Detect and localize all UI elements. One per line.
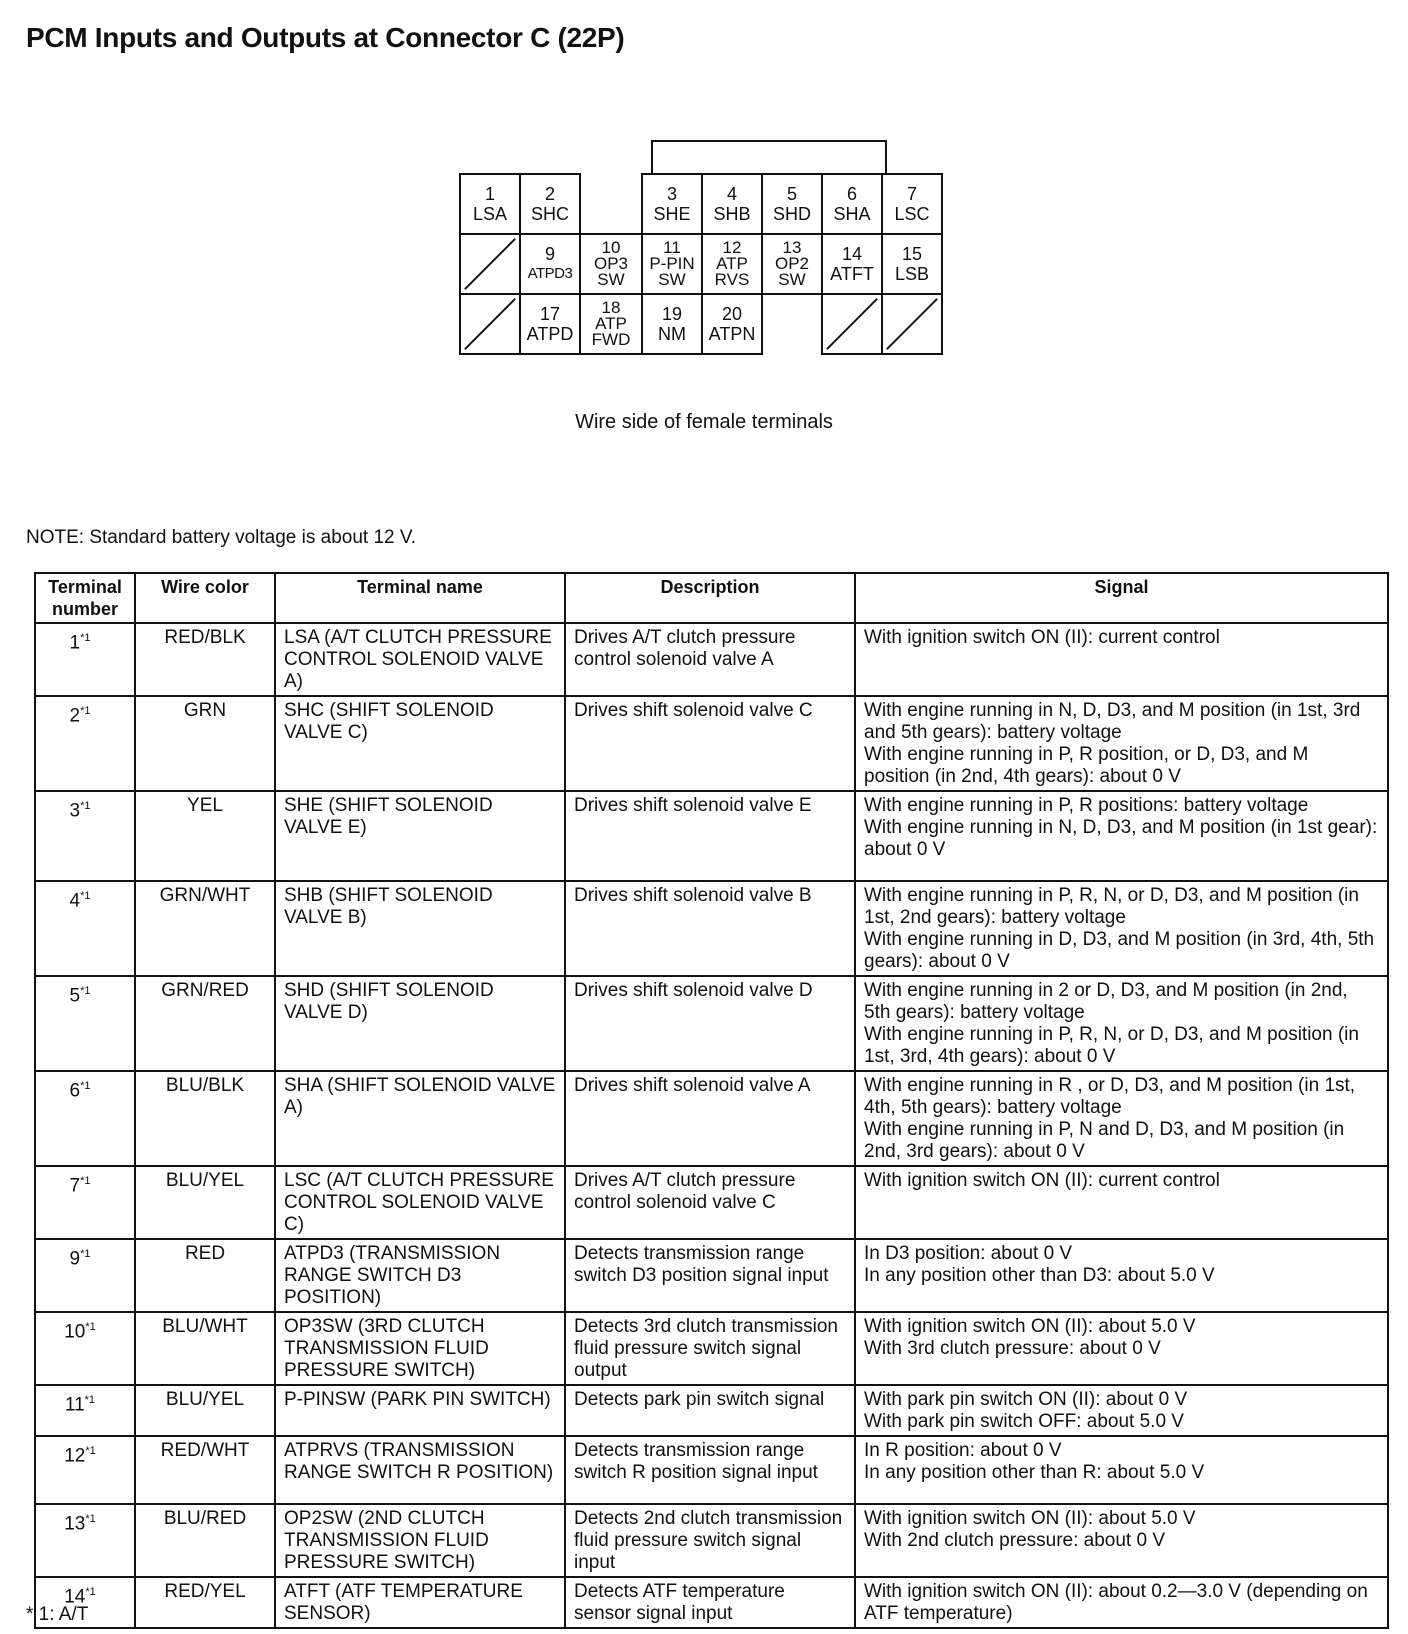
connector-lock-tab [651,140,887,175]
description-cell: Detects transmission range switch R position signal input [565,1436,855,1504]
battery-note: NOTE: Standard battery voltage is about 12 V. [26,527,417,548]
terminal-number-cell [35,791,135,881]
footnote-mark: *1 [80,800,91,812]
terminal-label: ATP RVS [714,254,750,289]
terminal-2 [519,173,581,235]
footnote-mark: *1 [80,1175,91,1187]
terminal-number-cell [35,976,135,1071]
terminal-label: LSC [894,204,930,224]
footnote-mark: *1 [80,890,91,902]
description-cell: Drives A/T clutch pressure control solenoid valve C [565,1166,855,1239]
terminal-8-unused [459,233,521,295]
table-row [35,623,1388,696]
description-cell: Detects 2nd clutch transmission fluid pressure switch signal input [565,1504,855,1577]
footnote-mark: *1 [80,1080,91,1092]
table-row [35,881,1388,976]
terminal-number: 17 [539,304,561,324]
wire-color-cell: BLU/WHT [135,1312,275,1385]
terminal-number: 15 [901,244,923,264]
table-row [35,1504,1388,1577]
wire-color-cell: RED [135,1239,275,1312]
terminal-label: P-PIN SW [649,254,695,289]
terminal-name-cell: LSA (A/T CLUTCH PRESSURE CONTROL SOLENOID VALVE A) [275,623,565,696]
terminal-label: SHD [772,204,811,224]
terminal-7 [881,173,943,235]
terminal-table [34,572,1389,1629]
table-header-row [35,573,1388,623]
terminal-number-cell [35,1312,135,1385]
terminal-name-cell: SHB (SHIFT SOLENOID VALVE B) [275,881,565,976]
terminal-number: 1 [484,184,495,204]
terminal-number: 6 [69,1080,81,1102]
terminal-name-cell: SHE (SHIFT SOLENOID VALVE E) [275,791,565,881]
table-row [35,1239,1388,1312]
terminal-5 [761,173,823,235]
terminal-name-cell: ATFT (ATF TEMPERATURE SENSOR) [275,1577,565,1628]
terminal-4 [701,173,763,235]
description-cell: Drives shift solenoid valve C [565,696,855,791]
terminal-number: 14 [64,1586,86,1608]
unused-slash-icon [461,295,519,353]
terminal-label: ATPD [526,324,574,344]
footnote-mark: *1 [80,705,91,717]
terminal-11 [641,233,703,295]
wire-color-cell: BLU/YEL [135,1385,275,1436]
terminal-3 [641,173,703,235]
footnote-mark: *1 [80,632,91,644]
connector-caption: Wire side of female terminals [575,411,833,433]
description-cell: Detects ATF temperature sensor signal input [565,1577,855,1628]
table-row [35,976,1388,1071]
description-cell: Drives shift solenoid valve E [565,791,855,881]
table-row [35,1071,1388,1166]
wire-color-cell: BLU/BLK [135,1071,275,1166]
signal-cell: With ignition switch ON (II): about 5.0 V With 2nd clutch pressure: about 0 V [855,1504,1388,1577]
terminal-name-cell: ATPRVS (TRANSMISSION RANGE SWITCH R POSITION) [275,1436,565,1504]
terminal-label: ATPN [708,324,756,344]
terminal-name-cell: OP3SW (3RD CLUTCH TRANSMISSION FLUID PRESSURE SWITCH) [275,1312,565,1385]
signal-cell: With ignition switch ON (II): about 0.2—3.0 V (depending on ATF temperature) [855,1577,1388,1628]
footnote-mark: *1 [84,1394,96,1406]
terminal-label: SHA [833,204,871,224]
signal-cell: In R position: about 0 V In any position other than R: about 5.0 V [855,1436,1388,1504]
signal-cell: With ignition switch ON (II): about 5.0 V With 3rd clutch pressure: about 0 V [855,1312,1388,1385]
wire-color-cell: RED/WHT [135,1436,275,1504]
signal-cell: With ignition switch ON (II): current control [855,1166,1388,1239]
terminal-number: 12 [64,1445,86,1467]
terminal-number: 2 [544,184,555,204]
description-cell: Detects 3rd clutch transmission fluid pressure switch signal output [565,1312,855,1385]
terminal-number: 9 [69,1248,81,1270]
footnote-mark: *1 [85,1445,96,1457]
header-terminal-name: Terminal name [275,573,565,623]
terminal-number: 10 [64,1321,86,1343]
wire-color-cell: YEL [135,791,275,881]
terminal-label: SHE [653,204,691,224]
wire-color-cell: GRN/WHT [135,881,275,976]
terminal-name-cell: SHC (SHIFT SOLENOID VALVE C) [275,696,565,791]
header-description: Description [565,573,855,623]
terminal-label: OP2 SW [774,254,810,289]
terminal-number-cell [35,1385,135,1436]
footnote: * 1: A/T [26,1604,89,1625]
footnote-mark: *1 [85,1513,96,1525]
description-cell: Drives A/T clutch pressure control solenoid valve A [565,623,855,696]
terminal-number-cell [35,696,135,791]
terminal-name-cell: P-PINSW (PARK PIN SWITCH) [275,1385,565,1436]
signal-cell: With engine running in 2 or D, D3, and M position (in 2nd, 5th gears): battery voltage With engine running in P, R, N, or D, D3, and M position (in 1st, 3rd, 4th gears): about 0 V [855,976,1388,1071]
terminal-number-cell [35,1166,135,1239]
terminal-name-cell: SHA (SHIFT SOLENOID VALVE A) [275,1071,565,1166]
terminal-number-cell [35,881,135,976]
description-cell: Drives shift solenoid valve A [565,1071,855,1166]
terminal-20 [701,293,763,355]
terminal-number: 7 [69,1175,81,1197]
terminal-number: 9 [544,244,555,264]
wire-color-cell: RED/YEL [135,1577,275,1628]
terminal-number: 11 [663,238,681,257]
terminal-10 [579,233,643,295]
terminal-label: SHC [530,204,569,224]
terminal-number: 3 [69,800,81,822]
terminal-number: 10 [601,238,621,257]
table-row [35,696,1388,791]
terminal-number: 11 [64,1394,85,1416]
terminal-number: 20 [721,304,743,324]
signal-cell: With park pin switch ON (II): about 0 V With park pin switch OFF: about 5.0 V [855,1385,1388,1436]
terminal-number-cell [35,623,135,696]
terminal-name-cell: LSC (A/T CLUTCH PRESSURE CONTROL SOLENOID VALVE C) [275,1166,565,1239]
terminal-number: 4 [726,184,737,204]
terminal-number: 3 [666,184,677,204]
connector-diagram [459,140,969,370]
header-terminal-number: Terminal number [35,573,135,623]
footnote-mark: *1 [80,985,91,997]
terminal-6 [821,173,883,235]
terminal-label: LSA [472,204,508,224]
wire-color-cell: GRN [135,696,275,791]
table-row [35,1577,1388,1628]
terminal-9 [519,233,581,295]
wire-color-cell: GRN/RED [135,976,275,1071]
terminal-name-cell: ATPD3 (TRANSMISSION RANGE SWITCH D3 POSITION) [275,1239,565,1312]
footnote-mark: *1 [80,1248,91,1260]
description-cell: Detects park pin switch signal [565,1385,855,1436]
terminal-22-unused [881,293,943,355]
terminal-label: OP3 SW [593,254,629,289]
terminal-number-cell [35,1239,135,1312]
table-row [35,1436,1388,1504]
signal-cell: With engine running in N, D, D3, and M position (in 1st, 3rd and 5th gears): battery voltage With engine running in P, R position, or D, D3, and M position (in 2nd, 4th gears): about 0 V [855,696,1388,791]
footnote-mark: *1 [85,1586,96,1598]
table-row [35,1166,1388,1239]
unused-slash-icon [823,295,881,353]
terminal-number: 18 [601,298,621,317]
page-title: PCM Inputs and Outputs at Connector C (22P) [26,22,625,53]
signal-cell: In D3 position: about 0 V In any position other than D3: about 5.0 V [855,1239,1388,1312]
table-row [35,1312,1388,1385]
terminal-name-cell: OP2SW (2ND CLUTCH TRANSMISSION FLUID PRESSURE SWITCH) [275,1504,565,1577]
terminal-15 [881,233,943,295]
terminal-12 [701,233,763,295]
terminal-19 [641,293,703,355]
terminal-17 [519,293,581,355]
terminal-1 [459,173,521,235]
terminal-18 [579,293,643,355]
terminal-name-cell: SHD (SHIFT SOLENOID VALVE D) [275,976,565,1071]
terminal-number: 4 [69,890,81,912]
signal-cell: With engine running in P, R, N, or D, D3, and M position (in 1st, 2nd gears): battery voltage With engine running in D, D3, and M position (in 3rd, 4th, 5th gears): about 0 V [855,881,1388,976]
terminal-label: LSB [894,264,930,284]
table-row [35,1385,1388,1436]
header-signal: Signal [855,573,1388,623]
terminal-label: ATPD3 [527,265,573,282]
wire-color-cell: RED/BLK [135,623,275,696]
wire-color-cell: BLU/YEL [135,1166,275,1239]
terminal-21-unused [821,293,883,355]
table-row [35,791,1388,881]
terminal-16-unused [459,293,521,355]
terminal-number: 5 [786,184,797,204]
terminal-number-cell [35,1071,135,1166]
terminal-label: ATFT [830,264,874,284]
description-cell: Detects transmission range switch D3 position signal input [565,1239,855,1312]
terminal-number-cell [35,1436,135,1504]
description-cell: Drives shift solenoid valve B [565,881,855,976]
terminal-13 [761,233,823,295]
signal-cell: With ignition switch ON (II): current control [855,623,1388,696]
terminal-number: 5 [69,985,81,1007]
terminal-number: 6 [846,184,857,204]
terminal-number: 2 [69,705,81,727]
signal-cell: With engine running in R , or D, D3, and M position (in 1st, 4th, 5th gears): battery voltage With engine running in P, N and D, D3, and M position (in 2nd, 3rd gears): about 0 V [855,1071,1388,1166]
terminal-14 [821,233,883,295]
terminal-label: NM [658,324,686,344]
terminal-number: 12 [722,238,742,257]
description-cell: Drives shift solenoid valve D [565,976,855,1071]
terminal-label: ATP FWD [591,314,631,349]
unused-slash-icon [883,295,941,353]
terminal-number: 7 [906,184,917,204]
terminal-number: 13 [64,1513,86,1535]
footnote-mark: *1 [85,1321,96,1333]
terminal-number-cell [35,1504,135,1577]
terminal-number: 14 [841,244,863,264]
signal-cell: With engine running in P, R positions: battery voltage With engine running in N, D, D3, and M position (in 1st gear): about 0 V [855,791,1388,881]
terminal-number: 13 [782,238,802,257]
terminal-number: 1 [69,632,81,654]
terminal-label: SHB [713,204,751,224]
header-wire-color: Wire color [135,573,275,623]
terminal-number: 19 [661,304,683,324]
unused-slash-icon [461,235,519,293]
wire-color-cell: BLU/RED [135,1504,275,1577]
